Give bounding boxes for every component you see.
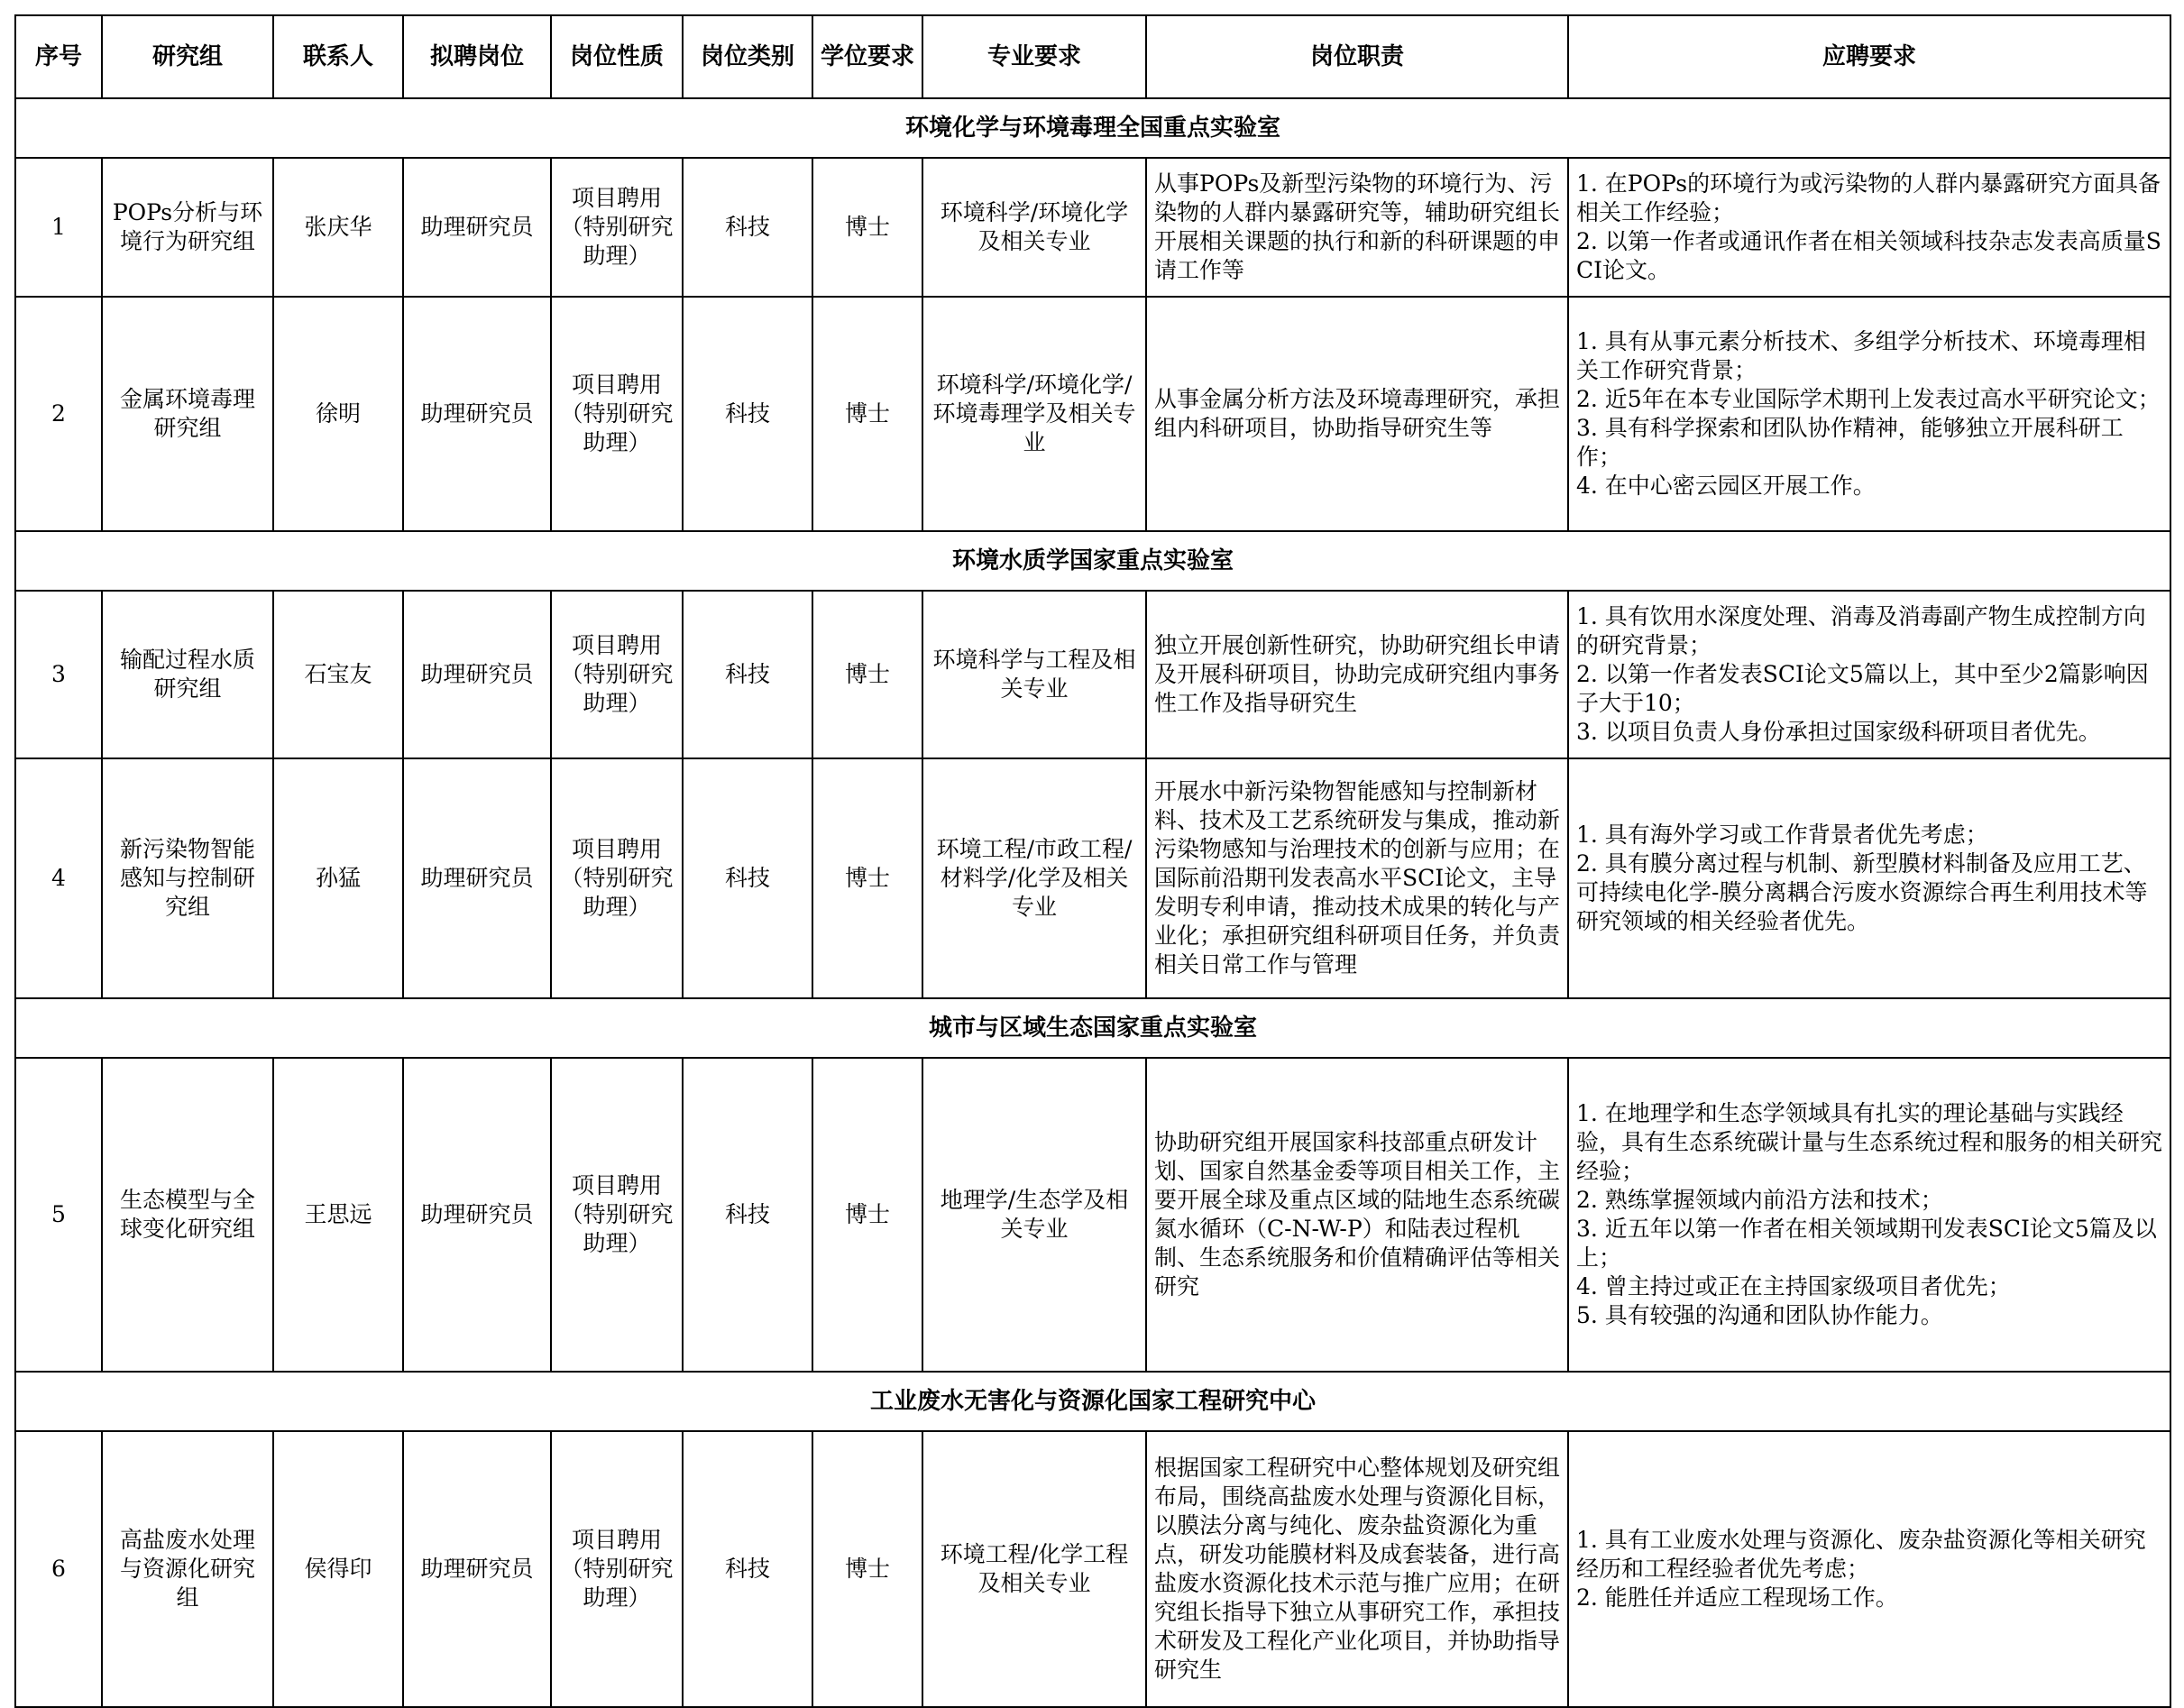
table-row (15, 297, 2170, 531)
cell-no: 6 (15, 1431, 102, 1707)
cell-degree: 博士 (812, 158, 922, 297)
cell-duty: 开展水中新污染物智能感知与控制新材料、技术及工艺系统研发与集成，推动新污染物感知与治理技术的创新与应用；在国际前沿期刊发表高水平SCI论文，主导发明专利申请，推动技术成果的转化与产业化；承担研究组科研项目任务，并负责相关日常工作与管理 (1146, 758, 1568, 998)
requirement-item: 2. 以第一作者发表SCI论文5篇以上，其中至少2篇影响因子大于10； (1576, 661, 2149, 716)
requirement-item: 4. 在中心密云园区开展工作。 (1576, 473, 1876, 499)
section-title: 环境化学与环境毒理全国重点实验室 (15, 98, 2170, 158)
header-major: 专业要求 (922, 15, 1146, 98)
requirement-item: 2. 以第一作者或通讯作者在相关领域科技杂志发表高质量SCI论文。 (1576, 228, 2161, 283)
cell-no: 5 (15, 1058, 102, 1372)
cell-major: 环境科学与工程及相关专业 (922, 591, 1146, 758)
cell-degree: 博士 (812, 1058, 922, 1372)
cell-degree: 博士 (812, 297, 922, 531)
table-row (15, 591, 2170, 758)
cell-category: 科技 (683, 158, 812, 297)
cell-category: 科技 (683, 1431, 812, 1707)
cell-category: 科技 (683, 758, 812, 998)
section-row (15, 98, 2170, 158)
table-row (15, 1058, 2170, 1372)
cell-no: 2 (15, 297, 102, 531)
cell-nature: 项目聘用（特别研究助理） (551, 1058, 683, 1372)
cell-position: 助理研究员 (403, 158, 551, 297)
table-row (15, 758, 2170, 998)
requirement-item: 3. 近五年以第一作者在相关领域期刊发表SCI论文5篇及以上； (1576, 1216, 2157, 1271)
cell-group: 输配过程水质研究组 (102, 591, 273, 758)
cell-requirements (1568, 758, 2170, 998)
cell-major: 地理学/生态学及相关专业 (922, 1058, 1146, 1372)
requirement-item: 1. 具有从事元素分析技术、多组学分析技术、环境毒理相关工作研究背景； (1576, 328, 2146, 383)
header-position: 拟聘岗位 (403, 15, 551, 98)
cell-major: 环境科学/环境化学及相关专业 (922, 158, 1146, 297)
section-title: 工业废水无害化与资源化国家工程研究中心 (15, 1372, 2170, 1431)
cell-duty: 协助研究组开展国家科技部重点研发计划、国家自然基金委等项目相关工作，主要开展全球及重点区域的陆地生态系统碳氮水循环（C-N-W-P）和陆表过程机制、生态系统服务和价值精确评估等相关研究 (1146, 1058, 1568, 1372)
cell-position: 助理研究员 (403, 1058, 551, 1372)
table-header-row (15, 15, 2170, 98)
cell-major: 环境科学/环境化学/环境毒理学及相关专业 (922, 297, 1146, 531)
header-duty: 岗位职责 (1146, 15, 1568, 98)
cell-requirements (1568, 1431, 2170, 1707)
section-title: 环境水质学国家重点实验室 (15, 531, 2170, 591)
section-title: 城市与区域生态国家重点实验室 (15, 998, 2170, 1058)
cell-requirements (1568, 1058, 2170, 1372)
cell-category: 科技 (683, 1058, 812, 1372)
cell-group: 新污染物智能感知与控制研究组 (102, 758, 273, 998)
cell-nature: 项目聘用（特别研究助理） (551, 297, 683, 531)
cell-position: 助理研究员 (403, 591, 551, 758)
cell-no: 1 (15, 158, 102, 297)
recruitment-table (14, 14, 2171, 1708)
cell-duty: 独立开展创新性研究，协助研究组长申请及开展科研项目，协助完成研究组内事务性工作及指导研究生 (1146, 591, 1568, 758)
header-degree: 学位要求 (812, 15, 922, 98)
cell-contact: 侯得印 (273, 1431, 403, 1707)
cell-nature: 项目聘用（特别研究助理） (551, 758, 683, 998)
table-row (15, 158, 2170, 297)
requirement-item: 3. 以项目负责人身份承担过国家级科研项目者优先。 (1576, 719, 2101, 745)
cell-duty: 根据国家工程研究中心整体规划及研究组布局，围绕高盐废水处理与资源化目标，以膜法分离与纯化、废杂盐资源化为重点，研发功能膜材料及成套装备，进行高盐废水资源化技术示范与推广应用；在研究组长指导下独立从事研究工作，承担技术研发及工程化产业化项目，并协助指导研究生 (1146, 1431, 1568, 1707)
header-category: 岗位类别 (683, 15, 812, 98)
section-row (15, 531, 2170, 591)
cell-contact: 石宝友 (273, 591, 403, 758)
requirement-item: 1. 在地理学和生态学领域具有扎实的理论基础与实践经验，具有生态系统碳计量与生态系统过程和服务的相关研究经验； (1576, 1100, 2163, 1184)
cell-nature: 项目聘用（特别研究助理） (551, 158, 683, 297)
cell-duty: 从事POPs及新型污染物的环境行为、污染物的人群内暴露研究等，辅助研究组长开展相关课题的执行和新的科研课题的申请工作等 (1146, 158, 1568, 297)
cell-contact: 孙猛 (273, 758, 403, 998)
cell-degree: 博士 (812, 758, 922, 998)
section-row (15, 998, 2170, 1058)
table-row (15, 1431, 2170, 1707)
cell-no: 4 (15, 758, 102, 998)
requirement-item: 2. 能胜任并适应工程现场工作。 (1576, 1584, 1898, 1611)
header-no: 序号 (15, 15, 102, 98)
cell-requirements (1568, 158, 2170, 297)
cell-duty: 从事金属分析方法及环境毒理研究，承担组内科研项目，协助指导研究生等 (1146, 297, 1568, 531)
requirement-item: 5. 具有较强的沟通和团队协作能力。 (1576, 1302, 1943, 1328)
cell-contact: 张庆华 (273, 158, 403, 297)
cell-nature: 项目聘用（特别研究助理） (551, 1431, 683, 1707)
cell-position: 助理研究员 (403, 758, 551, 998)
cell-position: 助理研究员 (403, 297, 551, 531)
requirement-item: 2. 近5年在本专业国际学术期刊上发表过高水平研究论文； (1576, 386, 2161, 412)
cell-contact: 徐明 (273, 297, 403, 531)
requirement-item: 2. 熟练掌握领域内前沿方法和技术； (1576, 1187, 1943, 1213)
cell-group: 高盐废水处理与资源化研究组 (102, 1431, 273, 1707)
cell-major: 环境工程/化学工程及相关专业 (922, 1431, 1146, 1707)
cell-degree: 博士 (812, 591, 922, 758)
cell-nature: 项目聘用（特别研究助理） (551, 591, 683, 758)
requirement-item: 2. 具有膜分离过程与机制、新型膜材料制备及应用工艺、可持续电化学-膜分离耦合污废水资源综合再生利用技术等研究领域的相关经验者优先。 (1576, 850, 2148, 934)
cell-category: 科技 (683, 297, 812, 531)
section-row (15, 1372, 2170, 1431)
cell-no: 3 (15, 591, 102, 758)
cell-group: POPs分析与环境行为研究组 (102, 158, 273, 297)
requirement-item: 4. 曾主持过或正在主持国家级项目者优先； (1576, 1273, 2011, 1299)
cell-requirements (1568, 591, 2170, 758)
cell-major: 环境工程/市政工程/材料学/化学及相关专业 (922, 758, 1146, 998)
header-nature: 岗位性质 (551, 15, 683, 98)
header-requirements: 应聘要求 (1568, 15, 2170, 98)
cell-group: 金属环境毒理研究组 (102, 297, 273, 531)
cell-group: 生态模型与全球变化研究组 (102, 1058, 273, 1372)
cell-position: 助理研究员 (403, 1431, 551, 1707)
cell-contact: 王思远 (273, 1058, 403, 1372)
cell-degree: 博士 (812, 1431, 922, 1707)
header-group: 研究组 (102, 15, 273, 98)
cell-category: 科技 (683, 591, 812, 758)
cell-requirements (1568, 297, 2170, 531)
requirement-item: 1. 在POPs的环境行为或污染物的人群内暴露研究方面具备相关工作经验； (1576, 170, 2161, 225)
requirement-item: 1. 具有海外学习或工作背景者优先考虑； (1576, 822, 1988, 848)
requirement-item: 1. 具有饮用水深度处理、消毒及消毒副产物生成控制方向的研究背景； (1576, 603, 2146, 658)
requirement-item: 1. 具有工业废水处理与资源化、废杂盐资源化等相关研究经历和工程经验者优先考虑； (1576, 1527, 2146, 1582)
requirement-item: 3. 具有科学探索和团队协作精神，能够独立开展科研工作； (1576, 415, 2124, 470)
header-contact: 联系人 (273, 15, 403, 98)
